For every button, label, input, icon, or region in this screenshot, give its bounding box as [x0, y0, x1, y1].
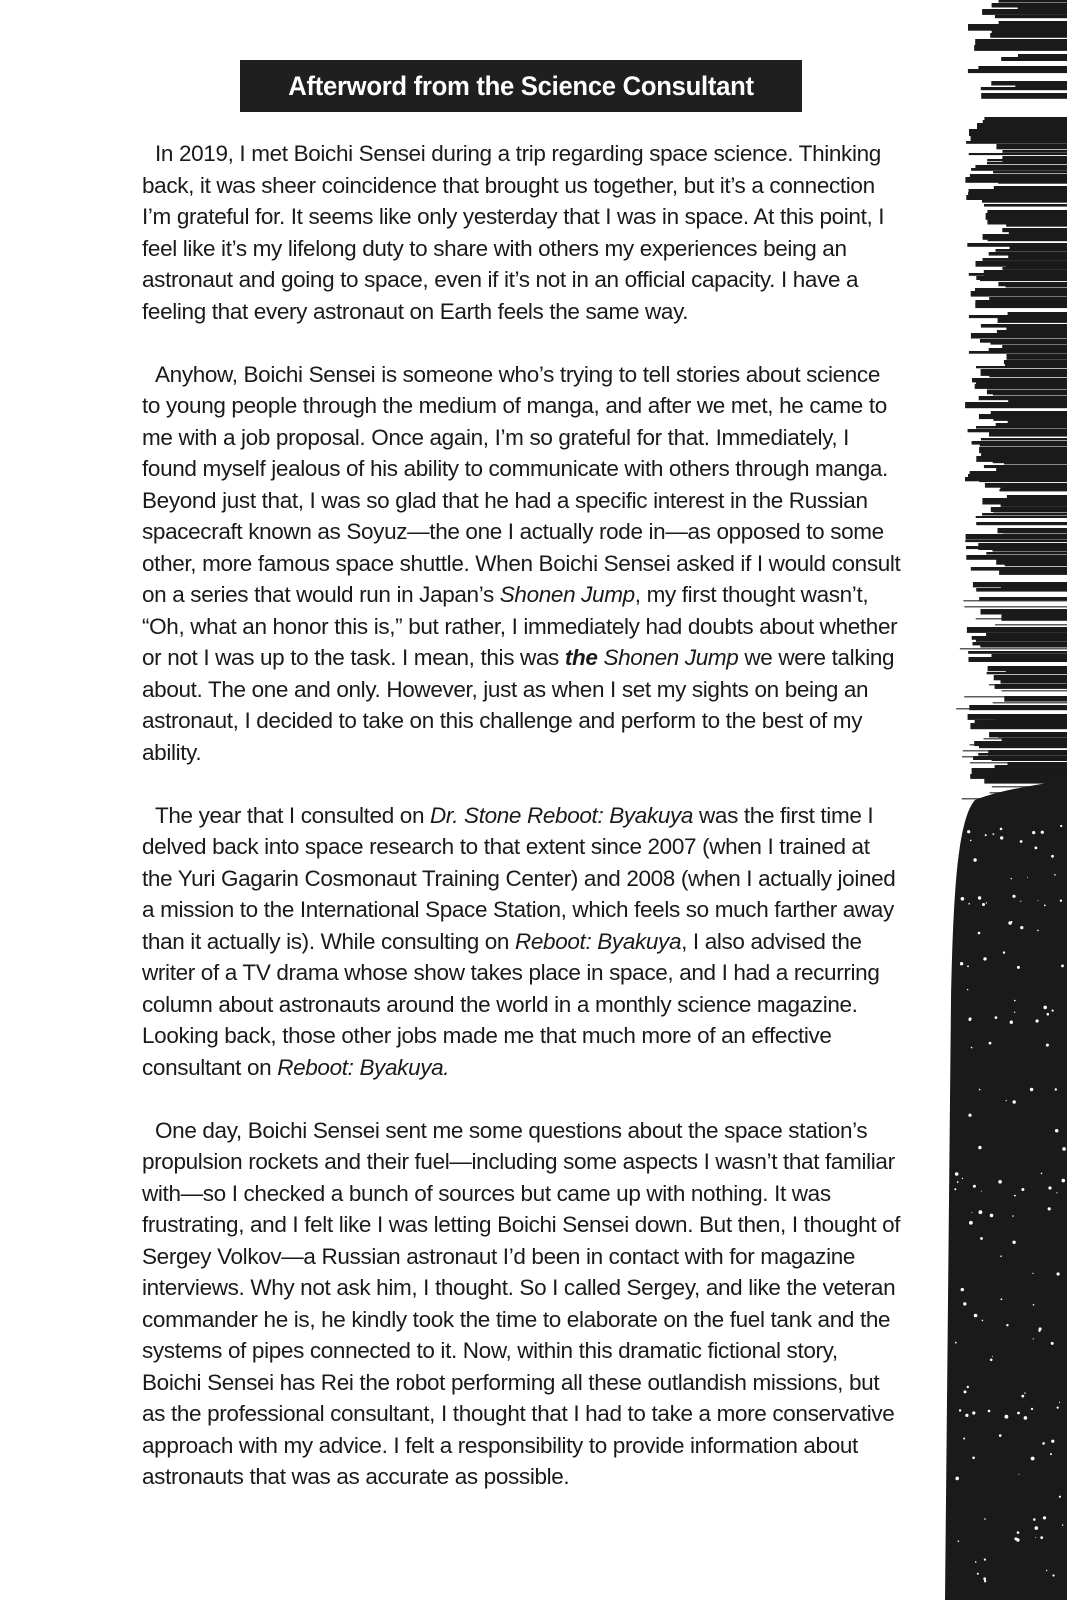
brush-streak — [1003, 531, 1067, 534]
brush-streak — [987, 159, 1067, 161]
brush-streak — [999, 570, 1067, 575]
brush-streak — [1005, 561, 1067, 566]
ink-speckle — [1014, 1537, 1017, 1540]
brush-streak — [987, 387, 1067, 390]
ink-speckle — [1057, 1272, 1060, 1275]
brush-wisp — [995, 636, 1067, 638]
brush-streak — [975, 165, 1067, 169]
ink-speckle — [1041, 1173, 1043, 1175]
brush-streak — [986, 48, 1067, 50]
ink-speckle — [1055, 1088, 1057, 1090]
ink-speckle — [968, 903, 970, 905]
brush-streak — [969, 153, 1067, 155]
ink-speckle — [981, 1191, 982, 1192]
text-segment: the — [564, 645, 598, 670]
brush-streak — [998, 318, 1067, 323]
ink-speckle — [1010, 1021, 1013, 1024]
ink-speckle — [1013, 1100, 1016, 1103]
ink-speckle — [1032, 1273, 1033, 1274]
ink-speckle — [990, 1359, 993, 1362]
brush-streak — [976, 426, 1067, 429]
brush-wisp — [998, 732, 1067, 734]
ink-speckle — [1046, 1044, 1049, 1047]
ink-speckle — [1000, 836, 1003, 839]
brush-wisp — [981, 612, 1067, 614]
ink-speckle — [1020, 901, 1021, 902]
ink-speckle — [992, 833, 994, 835]
ink-speckle — [1006, 1100, 1007, 1101]
ink-speckle — [972, 1457, 975, 1460]
ink-speckle — [963, 1302, 966, 1305]
brush-streak — [966, 534, 1067, 540]
ink-speckle — [1031, 1457, 1035, 1461]
ink-speckle — [1061, 965, 1064, 968]
text-segment: Shonen Jump — [603, 645, 739, 670]
text-segment: Shonen Jump — [499, 582, 635, 607]
ink-speckle — [1062, 1179, 1066, 1183]
ink-speckle — [955, 1342, 957, 1344]
ink-speckle — [983, 957, 986, 960]
brush-streak — [996, 468, 1067, 471]
brush-wisp — [962, 756, 1067, 758]
ink-speckle — [1055, 1129, 1058, 1132]
ink-speckle — [1005, 1415, 1009, 1419]
brush-streak — [978, 753, 1067, 756]
brush-wisp — [976, 618, 1067, 620]
brush-streak — [997, 330, 1067, 333]
ink-speckle — [1032, 831, 1035, 834]
brush-streak — [976, 639, 1067, 642]
ink-speckle — [978, 932, 981, 935]
ink-speckle — [1038, 1330, 1040, 1332]
ink-speckle — [1017, 1412, 1020, 1415]
paragraph — [142, 359, 902, 769]
brush-streak — [979, 480, 1067, 482]
brush-streak — [966, 141, 1067, 144]
text-segment: In 2019, I met Boichi Sensei during a trip regarding space science. Thinking back, it was sheer coincidence that brought us together, but it’s a connection I’m grateful for. It seems like only yesterday that I was in space. At this point, I feel like it’s my lifelong duty to share with others my experiences being an astronaut and going to space, even if it’s not in an official capacity. I have a feeling that every astronaut on Earth feels the same way. — [142, 141, 885, 324]
ink-speckle — [982, 903, 985, 906]
ink-speckle — [1012, 1241, 1015, 1244]
brush-streak — [966, 546, 1067, 549]
brush-streak — [999, 0, 1067, 3]
brush-streak — [1006, 285, 1067, 288]
ink-speckle — [967, 1386, 969, 1388]
brush-streak — [971, 291, 1067, 297]
brush-streak — [998, 735, 1067, 738]
text-segment: , my first thought wasn’t, “Oh, what an honor this is,” but rather, I immediately had doubts about whether or not I was up to the task. I mean, this was — [142, 582, 898, 670]
ink-speckle — [1035, 1537, 1036, 1538]
brush-wisp — [984, 738, 1067, 740]
ink-speckle — [967, 965, 969, 967]
ink-speckle — [978, 896, 981, 899]
brush-streak — [995, 15, 1067, 18]
ink-speckle — [971, 1212, 972, 1213]
brush-streak — [992, 759, 1067, 761]
ink-speckle — [985, 834, 987, 836]
brush-streak — [969, 351, 1067, 354]
brush-streak — [996, 249, 1067, 252]
ink-speckle — [957, 1181, 959, 1183]
brush-streak — [981, 438, 1067, 440]
brush-wisp — [963, 750, 1067, 752]
ink-speckle — [960, 962, 963, 965]
brush-streak — [993, 510, 1067, 513]
ink-speckle — [971, 1047, 973, 1049]
title-banner — [240, 60, 802, 112]
brush-wisp — [993, 630, 1067, 632]
brush-streak — [984, 465, 1067, 468]
brush-streak — [981, 369, 1067, 376]
brush-wisp — [1002, 690, 1067, 692]
brush-streak — [967, 627, 1067, 633]
brush-streak — [969, 315, 1067, 318]
brush-streak — [976, 516, 1067, 518]
brush-streak — [983, 258, 1067, 261]
ink-speckle — [1057, 1407, 1059, 1409]
ink-speckle — [1060, 900, 1062, 902]
ink-speckle — [979, 1210, 983, 1214]
afterword-body — [142, 138, 902, 1493]
brush-streak — [976, 522, 1067, 525]
brush-streak — [986, 552, 1067, 555]
ink-speckle — [998, 1180, 1002, 1184]
brush-wisp — [993, 702, 1067, 704]
brush-streak — [986, 213, 1067, 220]
ink-speckle — [984, 1580, 986, 1582]
brush-streak — [998, 180, 1067, 184]
brush-streak — [1004, 462, 1067, 465]
paragraph — [142, 800, 902, 1084]
ink-speckle — [964, 1390, 967, 1393]
ink-speckle — [1036, 1019, 1039, 1022]
ink-speckle — [989, 1042, 992, 1045]
ink-brush-stroke-decoration — [945, 0, 1067, 1600]
ink-speckle — [955, 1172, 959, 1176]
brush-wisp — [989, 684, 1067, 686]
ink-speckle — [1006, 1324, 1008, 1326]
ink-speckle — [1017, 1531, 1020, 1534]
ink-speckle — [1014, 1195, 1016, 1197]
brush-streak — [990, 33, 1067, 38]
ink-speckle — [1024, 1416, 1028, 1420]
ink-speckle — [1050, 1453, 1052, 1455]
ink-speckle — [962, 1178, 963, 1179]
brush-streak — [1001, 615, 1067, 621]
brush-wisp — [972, 714, 1067, 716]
ink-speckle — [974, 1314, 978, 1318]
brush-streak — [987, 162, 1067, 164]
ink-speckle — [1012, 895, 1015, 898]
brush-wisp — [994, 780, 1067, 782]
brush-streak — [968, 429, 1067, 432]
ink-speckle — [1021, 1188, 1024, 1191]
ink-speckle — [1011, 878, 1012, 879]
ink-speckle — [959, 1409, 961, 1411]
ink-speckle — [1035, 847, 1038, 850]
brush-streak — [981, 87, 1067, 90]
ink-speckle — [973, 858, 976, 861]
page-title: Afterword from the Science Consultant — [288, 70, 754, 101]
ink-speckle — [1046, 1570, 1047, 1571]
ink-speckle — [1037, 930, 1039, 932]
text-segment: Dr. Stone Reboot: Byakuya — [430, 802, 694, 828]
brush-wisp — [987, 672, 1067, 674]
brush-streak — [971, 135, 1067, 141]
ink-speckle — [983, 1577, 986, 1580]
brush-wisp — [970, 744, 1067, 746]
ink-speckle — [1051, 1342, 1054, 1345]
ink-speckle — [1040, 1536, 1043, 1539]
brush-streak — [1000, 489, 1067, 491]
ink-speckle — [970, 840, 972, 842]
ink-speckle — [1020, 926, 1023, 929]
text-segment: One day, Boichi Sensei sent me some questions about the space station’s propulsion rockets and their fuel—including some aspects I wasn’t that familiar with—so I checked a bunch of sources but came up with nothing. It was frustrating, and I felt like I was letting Boichi Sensei down. But then, I thought of Sergey Volkov—a Russian astronaut I’d been in contact with for magazine interviews. Why not ask him, I thought. So I called Sergey, and like the veteran commander he is, he kindly took the time to elaborate on the fuel tank and the systems of pipes connected to it. Now, within this dramatic fictional story, Boichi Sensei has Rei the robot performing all these outlandish missions, but as the professional consultant, I thought that I had to take a more conservative approach with my advice. I felt a responsibility to provide information about astronauts that was as accurate as possible. — [142, 1117, 901, 1489]
brush-streak — [993, 549, 1067, 552]
ink-speckle — [1056, 1192, 1057, 1193]
ink-speckle — [1060, 825, 1062, 827]
brush-streak — [965, 402, 1067, 408]
ink-speckle — [978, 1146, 981, 1149]
ink-speckle — [961, 897, 965, 901]
ink-speckle — [995, 1016, 998, 1019]
brush-streak — [989, 297, 1067, 300]
brush-streak — [965, 540, 1067, 542]
brush-streak — [1002, 150, 1067, 153]
ink-speckle — [1012, 1215, 1014, 1217]
text-segment: Reboot: Byakuya. — [277, 1054, 450, 1080]
ink-speckle — [972, 1411, 975, 1414]
ink-speckle — [1027, 877, 1028, 878]
ink-speckle — [1014, 1000, 1016, 1002]
ink-speckle — [984, 1518, 986, 1520]
brush-streak — [976, 588, 1067, 592]
brush-streak — [971, 333, 1067, 339]
ink-speckle — [1043, 1006, 1047, 1010]
ink-speckle — [1059, 1402, 1060, 1403]
brush-streak — [989, 375, 1067, 377]
ink-speckle — [1062, 1524, 1063, 1525]
text-segment: we were talking about. The one and only. However, just as when I set my sights on being an astronaut, I decided to take on this challenge and perform to the best of my ability. — [142, 645, 895, 765]
ink-speckle — [1052, 1010, 1054, 1012]
brush-wisp — [956, 708, 1067, 710]
brush-wisp — [1003, 678, 1067, 680]
brush-wisp — [964, 606, 1067, 608]
ink-speckle — [977, 1573, 979, 1575]
ink-speckle — [1041, 831, 1044, 834]
ink-speckle — [961, 1288, 964, 1291]
ink-speckle — [982, 1320, 984, 1322]
ink-speckle — [958, 1540, 960, 1542]
brush-streak — [968, 651, 1067, 654]
brush-streak — [980, 645, 1067, 648]
ink-speckle — [954, 1188, 956, 1190]
ink-speckle — [999, 1434, 1002, 1437]
ink-speckle — [1047, 1013, 1050, 1016]
brush-streak — [982, 198, 1067, 203]
ink-speckle — [965, 1414, 968, 1417]
paragraph — [142, 138, 902, 327]
text-segment: , I also advised the writer of a TV drama whose show takes place in space, and I had a recurring column about astronauts around the world in a monthly science magazine. Looking back, those other jobs made me that much more of an effective consultant on — [142, 928, 880, 1080]
brush-streak — [968, 24, 1067, 31]
ink-speckle — [963, 1438, 965, 1440]
ink-speckle — [1033, 1304, 1035, 1306]
ink-speckle — [969, 1221, 973, 1225]
brush-streak — [980, 279, 1067, 281]
ink-speckle — [1033, 1338, 1034, 1339]
brush-wisp — [1002, 666, 1067, 668]
ink-speckle — [1020, 840, 1023, 843]
brush-streak — [981, 93, 1067, 99]
brush-streak — [991, 342, 1067, 345]
brush-streak — [971, 168, 1067, 171]
brush-streak — [975, 303, 1067, 308]
ink-speckle — [1011, 921, 1013, 923]
brush-wisp — [970, 762, 1067, 764]
ink-speckle — [1044, 905, 1046, 907]
ink-speckle — [990, 1214, 994, 1218]
ink-speckle — [968, 1114, 971, 1117]
brush-wisp — [987, 768, 1067, 770]
brush-streak — [1007, 495, 1067, 498]
brush-streak — [993, 171, 1067, 173]
ink-speckle — [1048, 1186, 1051, 1189]
brush-wisp — [969, 660, 1067, 662]
ink-speckle — [984, 1559, 986, 1561]
ink-speckle — [973, 1185, 976, 1188]
brush-streak — [968, 69, 1067, 73]
ink-speckle — [967, 989, 968, 990]
ink-speckle — [1054, 874, 1056, 876]
brush-streak — [976, 366, 1067, 368]
brush-streak — [994, 186, 1067, 189]
ink-speckle — [1062, 1147, 1066, 1151]
brush-streak — [982, 513, 1067, 516]
ink-speckle — [979, 1089, 981, 1091]
ink-speckle — [1014, 1012, 1015, 1013]
ink-speckle — [1043, 1516, 1046, 1519]
brush-streak — [1001, 504, 1067, 507]
brush-streak — [996, 144, 1067, 149]
ink-speckle — [1030, 1088, 1033, 1091]
brush-streak — [980, 444, 1067, 447]
ink-speckle — [986, 902, 987, 903]
ink-speckle — [980, 1237, 983, 1240]
brush-streak — [993, 393, 1067, 396]
ink-speckle — [1051, 855, 1054, 858]
ink-speckle — [1033, 1518, 1036, 1521]
brush-streak — [1002, 267, 1067, 270]
brush-streak — [982, 9, 1067, 15]
text-segment: Reboot: Byakuya — [515, 928, 682, 954]
paragraph — [142, 1115, 902, 1493]
ink-speckle — [1021, 1395, 1024, 1398]
brush-wisp — [990, 642, 1067, 644]
ink-speckle — [992, 1356, 993, 1357]
text-segment: Anyhow, Boichi Sensei is someone who’s trying to tell stories about science to young people through the medium of manga, and after we met, he came to me with a job proposal. Once again, I’m so grateful for that. Immediately, I found myself jealous of his ability to communicate with others through manga. Beyond just that, I was so glad that he had a specific interest in the Russian spacecraft known as Soyuz—the one I actually rode in—as opposed to some other, more famous space shuttle. When Boichi Sensei asked if I would consult on a series that would run in Japan’s — [142, 361, 901, 607]
ink-speckle — [1052, 1574, 1054, 1576]
brush-streak — [1006, 222, 1067, 227]
ink-speckle — [1001, 1298, 1003, 1300]
ink-speckle — [967, 830, 970, 833]
brush-wisp — [995, 624, 1067, 626]
brush-streak — [969, 273, 1067, 276]
brush-streak — [968, 192, 1067, 195]
ink-speckle — [955, 1477, 959, 1481]
brush-wisp — [984, 720, 1067, 722]
brush-streak — [988, 237, 1067, 241]
brush-wisp — [960, 648, 1067, 650]
ink-speckle — [1051, 1440, 1054, 1443]
ink-speckle — [1042, 1442, 1045, 1445]
ink-speckle — [1019, 1474, 1020, 1475]
text-segment: The year that I consulted on — [155, 802, 431, 828]
brush-wisp — [972, 726, 1067, 728]
brush-wisp — [990, 774, 1067, 776]
brush-streak — [984, 204, 1067, 207]
brush-streak — [989, 432, 1067, 437]
ink-speckle — [1000, 1255, 1002, 1257]
brush-streak — [1007, 354, 1067, 360]
ink-speckle — [1059, 1496, 1061, 1498]
brush-wisp — [992, 654, 1067, 656]
ink-speckle — [1000, 828, 1003, 831]
brush-wisp — [963, 600, 1067, 602]
brush-streak — [1002, 771, 1067, 773]
ink-speckle — [1003, 951, 1005, 953]
text-segment: was the first time I delved back into space research to that extent since 2007 (when I trained at the Yuri Gagarin Cosmonaut Training Center) and 2008 (when I actually joined a mission to the International Space Station, which feels so much farther away than it actually is). While consulting on — [142, 802, 896, 954]
ink-speckle — [969, 1019, 972, 1022]
ink-speckle — [1024, 1392, 1025, 1393]
ink-speckle — [1048, 1207, 1051, 1210]
ink-speckle — [1038, 900, 1039, 901]
ink-speckle — [988, 1410, 991, 1413]
ink-solid-body — [945, 780, 1067, 1600]
brush-streak — [1001, 57, 1067, 61]
ink-speckle — [1035, 1526, 1039, 1530]
ink-speckle — [1031, 1408, 1033, 1410]
ink-speckle — [975, 1561, 977, 1563]
brush-wisp — [964, 696, 1067, 698]
ink-speckle — [1017, 966, 1020, 969]
